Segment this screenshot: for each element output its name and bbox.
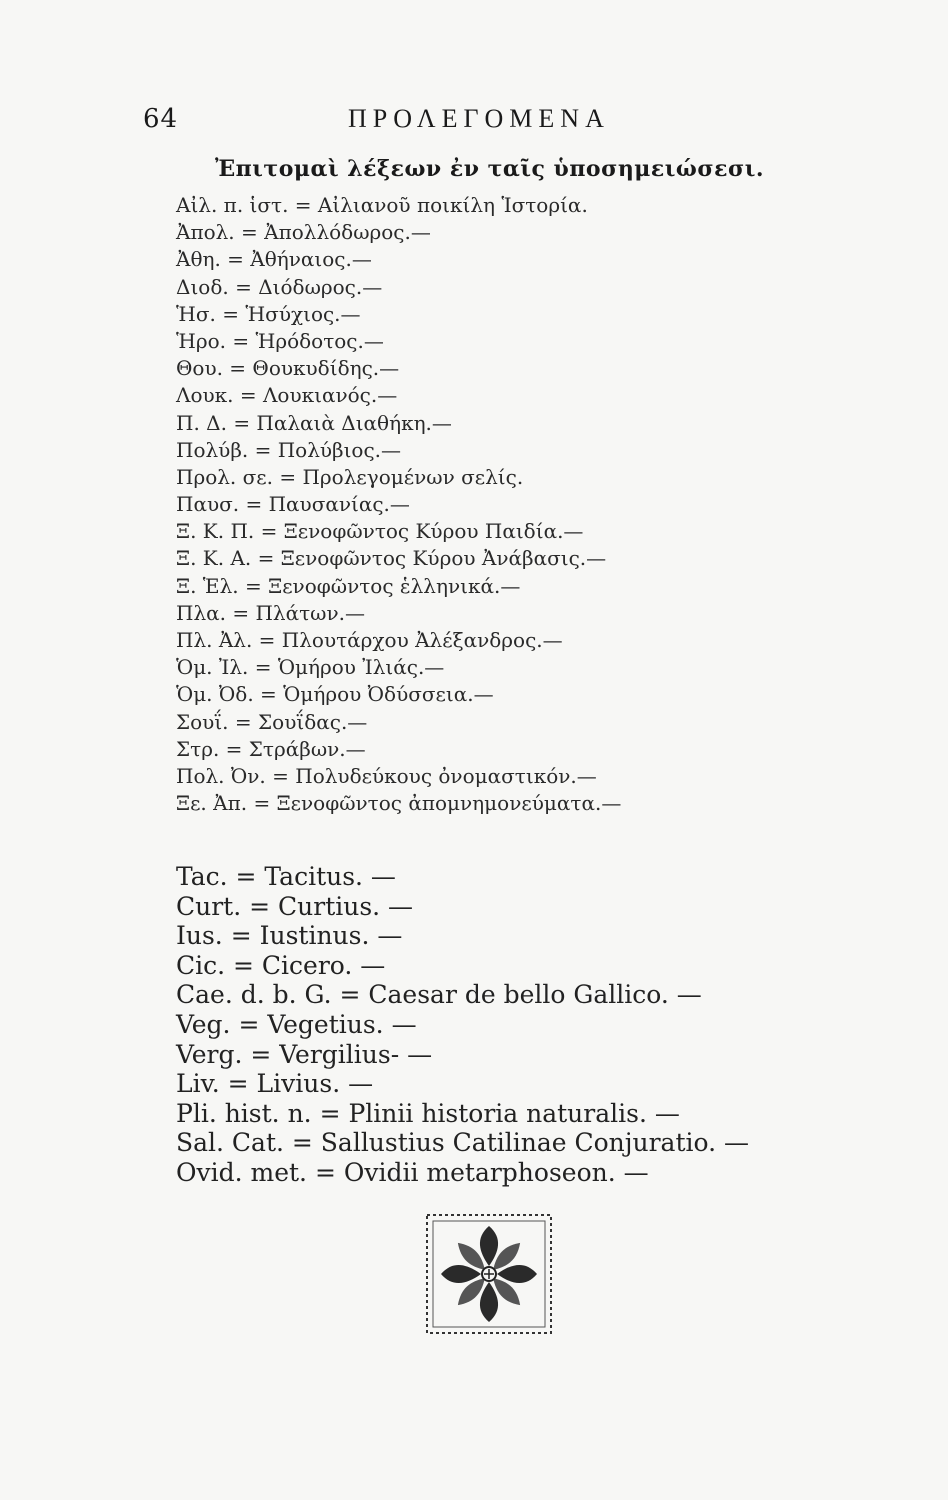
list-item: Ἀπολ. = Ἀπολλόδωρος.— (176, 220, 431, 245)
list-item: Ξε. Ἀπ. = Ξενοφῶντος ἀπομνημονεύματα.— (176, 791, 622, 816)
list-item: Θου. = Θουκυδίδης.— (176, 356, 400, 381)
greek-abbreviation-list (176, 192, 776, 817)
page-number: 64 (143, 104, 179, 134)
list-item: Cic. = Cicero. — (176, 950, 386, 980)
running-head: ΠΡΟΛΕΓΟΜΕΝΑ (348, 104, 610, 133)
list-item: Ius. = Iustinus. — (176, 921, 403, 951)
latin-abbreviation-list (176, 862, 836, 1188)
list-item: Ἡσ. = Ἡσύχιος.— (176, 301, 361, 326)
list-item: Veg. = Vegetius. — (176, 1009, 417, 1039)
floral-ornament-icon (424, 1212, 554, 1336)
list-item: Tac. = Tacitus. — (176, 862, 396, 891)
list-item: Σουΐ. = Σουΐδας.— (176, 709, 368, 734)
list-item: Πολύβ. = Πολύβιος.— (176, 437, 402, 462)
list-item: Curt. = Curtius. — (176, 891, 414, 921)
list-item: Ἀθη. = Ἀθήναιος.— (176, 247, 372, 272)
list-item: Στρ. = Στράβων.— (176, 736, 366, 761)
list-item: Verg. = Vergilius- — (176, 1039, 433, 1069)
list-item: Ξ. Κ. Α. = Ξενοφῶντος Κύρου Ἀνάβασις.— (176, 546, 607, 571)
list-item: Λουκ. = Λουκιανός.— (176, 383, 398, 408)
list-item: Ξ. Κ. Π. = Ξενοφῶντος Κύρου Παιδία.— (176, 519, 584, 544)
list-item: Ἡρο. = Ἡρόδοτος.— (176, 328, 384, 353)
section-title: Ἐπιτομαὶ λέξεων ἐν ταῖς ὑποσημειώσεσι. (215, 156, 764, 182)
list-item: Διοδ. = Διόδωρος.— (176, 274, 383, 299)
list-item: Ξ. Ἑλ. = Ξενοφῶντος ἑλληνικά.— (176, 573, 521, 598)
list-item: Sal. Cat. = Sallustius Catilinae Conjuratio. — (176, 1128, 750, 1158)
list-item: Προλ. σε. = Προλεγομένων σελίς. (176, 464, 524, 489)
list-item: Αἰλ. π. ἱστ. = Αἰλιανοῦ ποικίλη Ἱστορία. (176, 193, 588, 217)
list-item: Ὁμ. Ὀδ. = Ὁμήρου Ὀδύσσεια.— (176, 682, 494, 707)
list-item: Πολ. Ὀν. = Πολυδεύκους ὀνομαστικόν.— (176, 763, 597, 788)
list-item: Pli. hist. n. = Plinii historia naturalis. — (176, 1098, 680, 1128)
list-item: Cae. d. b. G. = Caesar de bello Gallico. — (176, 980, 702, 1010)
list-item: Liv. = Livius. — (176, 1069, 374, 1099)
list-item: Παυσ. = Παυσανίας.— (176, 492, 410, 517)
list-item: Πλα. = Πλάτων.— (176, 600, 365, 625)
list-item: Ovid. met. = Ovidii metarphoseon. — (176, 1157, 649, 1187)
list-item: Πλ. Ἀλ. = Πλουτάρχου Ἀλέξανδρος.— (176, 628, 563, 652)
list-item: Π. Δ. = Παλαιὰ Διαθήκη.— (176, 410, 452, 435)
list-item: Ὁμ. Ἰλ. = Ὁμήρου Ἰλιάς.— (176, 655, 445, 680)
